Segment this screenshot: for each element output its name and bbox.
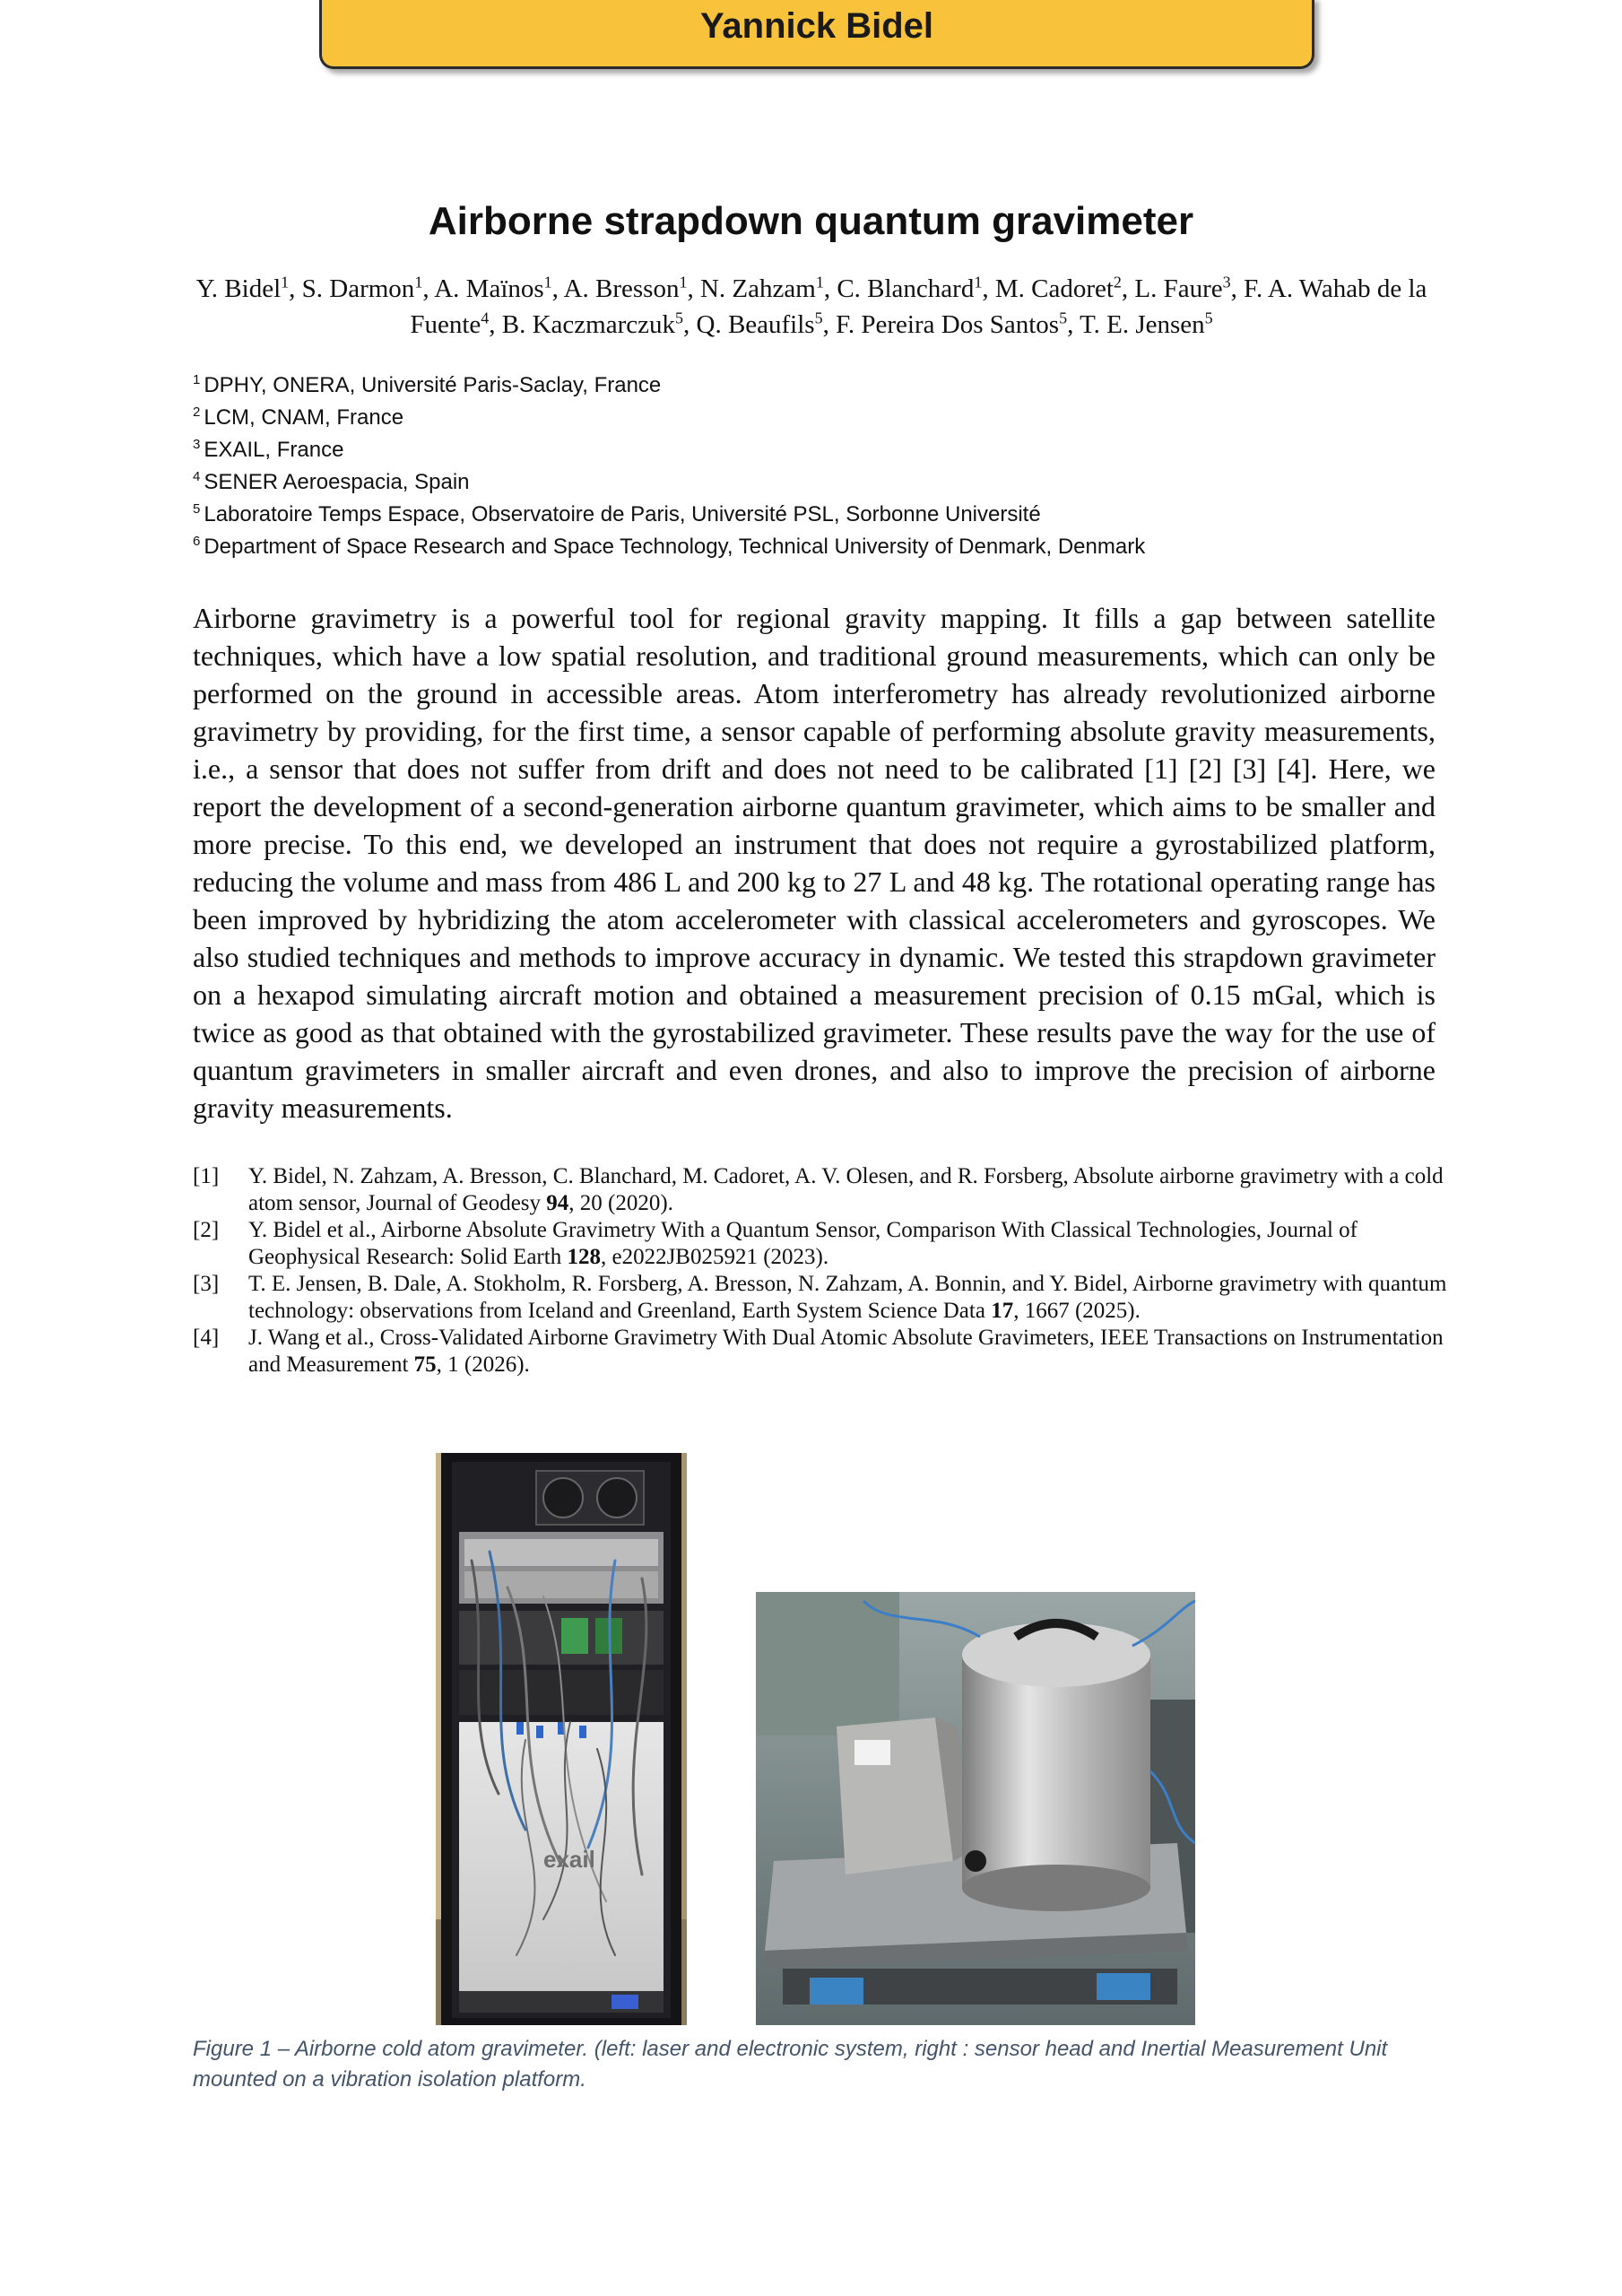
- paper-title: Airborne strapdown quantum gravimeter: [428, 199, 1194, 243]
- author: C. Blanchard$^1$: [837, 273, 983, 303]
- affiliation: $^1$ DPHY, ONERA, Université Paris-Saclay, France: [193, 372, 662, 397]
- author-list: Y. Bidel$^1$, S. Darmon$^1$, A. Maïnos$^1$, A. Bresson$^1$, N. Zahzam$^1$, C. Blanchard$^1$, M. Cadoret$^2$, L. Faure$^3$, F. A. Wahab de la Fuente$^4$, B. Kaczmarczuk$^5$, Q. Beaufils$^5$, F. Pereira Dos Santos$^5$, T. E. Jensen$^5$: [195, 273, 1427, 339]
- figure-caption: Figure 1 – Airborne cold atom gravimeter. (left: laser and electronic system, right : sensor head and Inertial Measurement Unit mounted on a vibration isolation platform.: [193, 2037, 1388, 2092]
- author: T. E. Jensen$^5$: [1080, 309, 1213, 339]
- presenter-name: Yannick Bidel: [699, 6, 934, 46]
- affiliation: $^2$ LCM, CNAM, France: [193, 404, 404, 430]
- abstract-text: Airborne gravimetry is a powerful tool for regional gravity mapping. It fills a gap between satellite techniques, which have a low spatial resolution, and traditional ground measurements, which can only be performed on the ground in accessible areas. Atom interferometry has already revolutionized airborne gravimetry by providing, for the first time, a sensor capable of performing absolute gravity measurements, i.e., a sensor that does not suffer from drift and does not need to be calibrated [1] [2] [3] [4]. Here, we report the development of a second-generation airborne quantum gravimeter, which aims to be smaller and more precise. To this end, we developed an instrument that does not require a gyrostabilized platform, reducing the volume and mass from 486 L and 200 kg to 27 L and 48 kg. The rotational operating range has been improved by hybridizing the atom accelerometer with classical accelerometers and gyroscopes. We also studied techniques and methods to improve accuracy in dynamic. We tested this strapdown gravimeter on a hexapod simulating aircraft motion and obtained a measurement precision of 0.15 mGal, which is twice as good as that obtained with the gyrostabilized gravimeter. These results pave the way for the use of quantum gravimeters in smaller aircraft and even drones, and also to improve the precision of airborne gravity measurements.: [193, 602, 1436, 1124]
- author: Q. Beaufils$^5$: [696, 309, 823, 339]
- author: F. Pereira Dos Santos$^5$: [836, 309, 1068, 339]
- laser-electronics-rack-photo: [436, 1453, 687, 2025]
- author: B. Kaczmarczuk$^5$: [501, 309, 683, 339]
- author: A. Bresson$^1$: [563, 273, 688, 303]
- sensor-head-photo: [756, 1592, 1195, 2025]
- affiliation-list: [193, 370, 1448, 563]
- reference-item: [3] T. E. Jensen, B. Dale, A. Stokholm, R. Forsberg, A. Bresson, N. Zahzam, A. Bonnin, and Y. Bidel, Airborne gravimetry with quantum technology: observations from Iceland and Greenland, Earth System Science Data 17, 1667 (2025).: [193, 1272, 1447, 1323]
- author: A. Maïnos$^1$: [434, 273, 552, 303]
- affiliation: $^6$ Department of Space Research and Space Technology, Technical University of Denmark, Denmark: [193, 534, 1146, 559]
- reference-item: [2] Y. Bidel et al., Airborne Absolute Gravimetry With a Quantum Sensor, Comparison With Classical Technologies, Journal of Geophysical Research: Solid Earth 128, e2022JB025921 (2023).: [193, 1218, 1357, 1269]
- author: L. Faure$^3$: [1134, 273, 1231, 303]
- presenter-name-tab: [319, 0, 1314, 69]
- rack-logo-text: exail: [543, 1846, 595, 1873]
- author: S. Darmon$^1$: [301, 273, 423, 303]
- reference-item: [4] J. Wang et al., Cross-Validated Airborne Gravimetry With Dual Atomic Absolute Gravimeters, IEEE Transactions on Instrumentation and Measurement 75, 1 (2026).: [193, 1326, 1444, 1377]
- affiliation: $^4$ SENER Aeroespacia, Spain: [193, 469, 470, 494]
- author: Y. Bidel$^1$: [195, 273, 290, 303]
- author: M. Cadoret$^2$: [994, 273, 1122, 303]
- author: N. Zahzam$^1$: [699, 273, 824, 303]
- affiliation: $^5$ Laboratoire Temps Espace, Observatoire de Paris, Université PSL, Sorbonne Université: [193, 501, 1041, 526]
- reference-item: [1] Y. Bidel, N. Zahzam, A. Bresson, C. Blanchard, M. Cadoret, A. V. Olesen, and R. Forsberg, Absolute airborne gravimetry with a cold atom sensor, Journal of Geodesy 94, 20 (2020).: [193, 1164, 1444, 1215]
- author: F. A. Wahab de la Fuente$^4$: [410, 274, 1427, 339]
- reference-list: [193, 1163, 1448, 1378]
- affiliation: $^3$ EXAIL, France: [193, 437, 344, 462]
